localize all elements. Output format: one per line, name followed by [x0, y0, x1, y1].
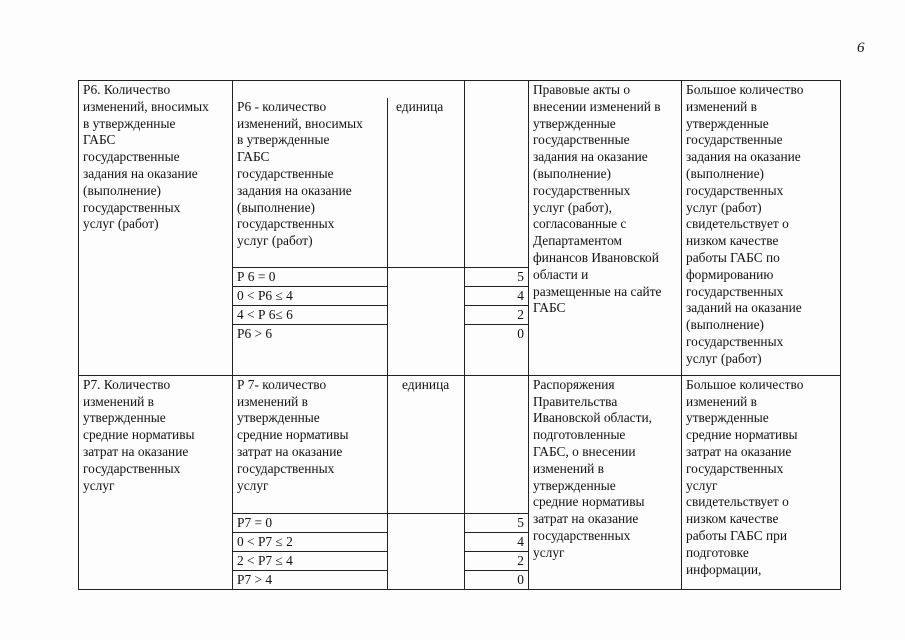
condition-cell: Р7 > 4 — [233, 570, 388, 589]
unit-spacer — [388, 513, 465, 532]
unit-spacer — [388, 532, 465, 551]
score-cell: 5 — [465, 267, 529, 286]
unit-spacer — [388, 305, 465, 324]
unit-text: единица — [387, 376, 464, 513]
score-header-cell — [465, 81, 529, 268]
condition-cell: 2 < Р7 ≤ 4 — [233, 551, 388, 570]
comment-cell: Большое количество изменений в утвержденные средние нормативы затрат на оказание государственных услуг свидетельствует о низком качестве работы ГАБС при подготовке информации, — [682, 375, 841, 589]
condition-cell: Р 6 = 0 — [233, 267, 388, 286]
score-header-cell — [465, 375, 529, 513]
formula-text: Р 7- количество изменений в утвержденные средние нормативы затрат на оказание государственных услуг — [237, 376, 349, 493]
score-cell: 0 — [465, 324, 529, 375]
table-row — [79, 81, 841, 268]
score-cell: 0 — [465, 570, 529, 589]
source-cell: Правовые акты о внесении изменений в утвержденные государственные задания на оказание (выполнение) государственных услуг (работ), согласованные с Департаментом финансов Ивановской области и размещенные на сайте ГАБС — [529, 81, 682, 376]
formula-text: Р6 - количество изменений, вносимых в утвержденные ГАБС государственные задания на оказание (выполнение) государственных услуг (работ) — [237, 98, 363, 249]
condition-cell: 0 < Р6 ≤ 4 — [233, 286, 388, 305]
formula-cell — [233, 375, 465, 513]
score-cell: 2 — [465, 305, 529, 324]
page-number: 6 — [857, 40, 865, 56]
condition-cell: Р7 = 0 — [233, 513, 388, 532]
score-cell: 4 — [465, 286, 529, 305]
condition-cell: 0 < Р7 ≤ 2 — [233, 532, 388, 551]
comment-cell: Большое количество изменений в утвержденные государственные задания на оказание (выполнение) государственных услуг (работ) свидетельствует о низком качестве работы ГАБС по формированию государственных заданий на оказание (выполнение) государственных услуг (работ) — [682, 81, 841, 376]
table-row — [79, 375, 841, 513]
score-cell: 5 — [465, 513, 529, 532]
indicator-name-cell: Р6. Количество изменений, вносимых в утвержденные ГАБС государственные задания на оказание (выполнение) государственных услуг (работ) — [79, 81, 233, 376]
unit-text: единица — [387, 98, 464, 267]
indicator-name-cell: Р7. Количество изменений в утвержденные средние нормативы затрат на оказание государственных услуг — [79, 375, 233, 589]
condition-cell: 4 < Р 6≤ 6 — [233, 305, 388, 324]
unit-spacer — [388, 570, 465, 589]
condition-cell: Р6 > 6 — [233, 324, 388, 375]
source-cell: Распоряжения Правительства Ивановской области, подготовленные ГАБС, о внесении изменений в утвержденные средние нормативы затрат на оказание государственных услуг — [529, 375, 682, 589]
unit-spacer — [388, 286, 465, 305]
score-cell: 2 — [465, 551, 529, 570]
formula-cell — [233, 81, 465, 268]
unit-spacer — [388, 324, 465, 375]
unit-spacer — [388, 551, 465, 570]
score-cell: 4 — [465, 532, 529, 551]
indicator-table — [78, 80, 841, 590]
unit-spacer — [388, 267, 465, 286]
